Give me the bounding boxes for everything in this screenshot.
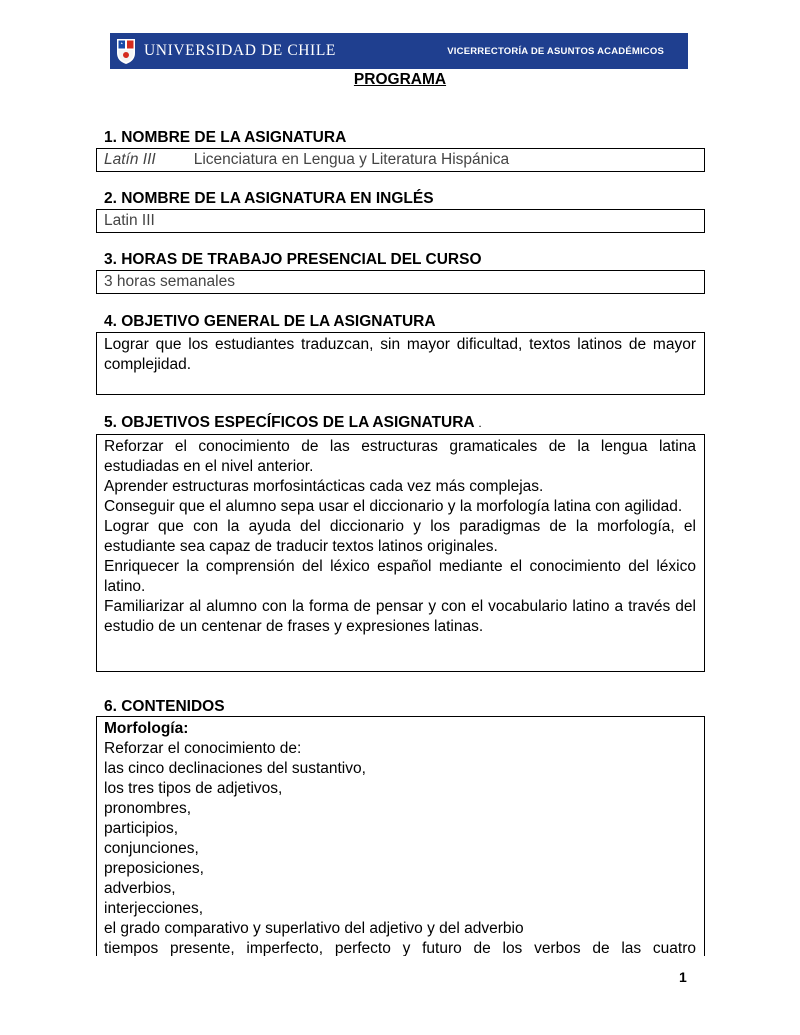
list-item: Reforzar el conocimiento de las estructuras gramaticales de la lengua latina estudiadas en el nivel anterior.	[104, 438, 696, 475]
section-4-box	[96, 332, 705, 395]
header-banner	[110, 33, 688, 69]
university-name: UNIVERSIDAD DE CHILE	[144, 42, 336, 59]
list-item: el grado comparativo y superlativo del adjetivo y del adverbio	[104, 920, 524, 937]
section-4-heading: 4. OBJETIVO GENERAL DE LA ASIGNATURA	[104, 313, 436, 330]
section-5-box	[96, 434, 705, 672]
section-3-heading: 3. HORAS DE TRABAJO PRESENCIAL DEL CURSO	[104, 251, 482, 268]
vicerrectoria-label: VICERRECTORÍA DE ASUNTOS ACADÉMICOS	[447, 45, 664, 57]
program-name: Licenciatura en Lengua y Literatura Hispánica	[193, 151, 510, 168]
list-item: los tres tipos de adjetivos,	[104, 780, 283, 797]
list-item: adverbios,	[104, 880, 176, 897]
list-item: tiempos presente, imperfecto, perfecto y futuro de los verbos de las cuatro	[104, 940, 696, 956]
page-title: PROGRAMA	[353, 71, 447, 88]
list-item: Enriquecer la comprensión del léxico español mediante el conocimiento del léxico latino.	[104, 558, 696, 595]
section-5-suffix: .	[478, 416, 482, 430]
list-item: pronombres,	[104, 800, 192, 817]
section-6-heading: 6. CONTENIDOS	[104, 698, 225, 715]
page-number: 1	[679, 969, 687, 985]
contents-intro: Reforzar el conocimiento de:	[104, 740, 302, 757]
general-objective-text: Lograr que los estudiantes traduzcan, sin mayor dificultad, textos latinos de mayor complejidad.	[104, 336, 696, 373]
list-item: Aprender estructuras morfosintácticas cada vez más complejas.	[104, 478, 544, 495]
list-item: las cinco declinaciones del sustantivo,	[104, 760, 366, 777]
section-2-heading: 2. NOMBRE DE LA ASIGNATURA EN INGLÉS	[104, 190, 434, 207]
section-5-heading	[104, 414, 482, 432]
contents-subheading: Morfología:	[104, 720, 189, 737]
list-item: preposiciones,	[104, 860, 204, 877]
university-logo	[116, 38, 336, 65]
course-name: Latín III	[104, 151, 156, 168]
section-1-box	[96, 148, 705, 172]
section-2-box	[96, 209, 705, 233]
list-item: Conseguir que el alumno sepa usar el diccionario y la morfología latina con agilidad.	[104, 498, 683, 515]
section-6-box	[96, 716, 705, 956]
list-item: interjecciones,	[104, 900, 204, 917]
english-course-name: Latin III	[104, 212, 155, 229]
hours-value: 3 horas semanales	[104, 273, 235, 290]
university-crest-icon	[116, 38, 136, 65]
list-item: participios,	[104, 820, 179, 837]
list-item: Lograr que con la ayuda del diccionario y los paradigmas de la morfología, el estudiante sea capaz de traducir textos latinos originales.	[104, 518, 696, 555]
section-3-box	[96, 270, 705, 294]
list-item: conjunciones,	[104, 840, 199, 857]
section-1-heading: 1. NOMBRE DE LA ASIGNATURA	[104, 129, 347, 146]
section-5-title: 5. OBJETIVOS ESPECÍFICOS DE LA ASIGNATURA	[104, 414, 475, 431]
list-item: Familiarizar al alumno con la forma de pensar y con el vocabulario latino a través del estudio de un centenar de frases y expresiones latinas.	[104, 598, 696, 635]
